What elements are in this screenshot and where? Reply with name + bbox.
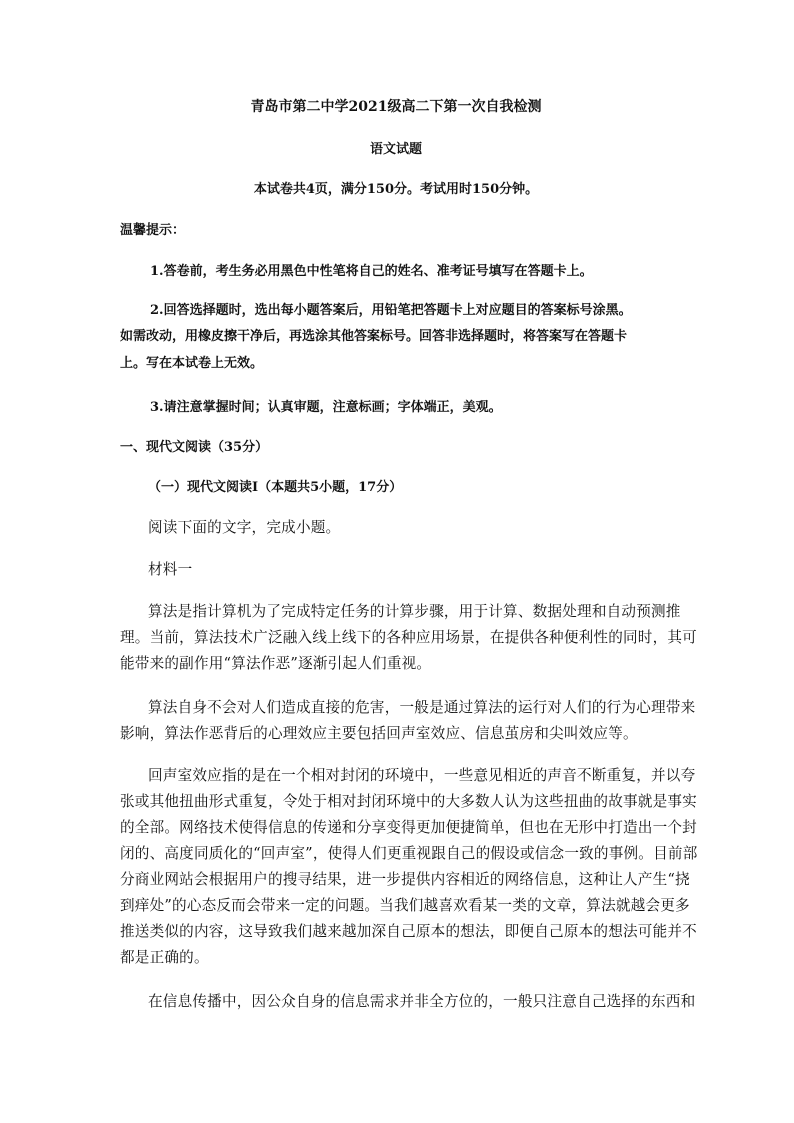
passage-line: 在信息传播中，因公众自身的信息需求并非全方位的，一般只注意自己选择的东西和 — [148, 993, 696, 1010]
notice-item-2-line-1: 2.回答选择题时，选出每小题答案后，用铅笔把答题卡上对应题目的答案标号涂黑。 — [150, 303, 632, 318]
passage-line: 算法是指计算机为了完成特定任务的计算步骤，用于计算、数据处理和自动预测推 — [148, 603, 681, 620]
passage-line: 闭的、高度同质化的“回声室”，使得人们更重视跟自己的假设或信念一致的事例。目前部 — [120, 845, 698, 862]
notice-item-2-line-2: 如需改动，用橡皮擦干净后，再选涂其他答案标号。回答非选择题时，将答案写在答题卡 — [120, 329, 628, 344]
passage-line: 推送类似的内容，这导致我们越来越加深自己原本的想法，即便自己原本的想法可能并不 — [120, 923, 697, 940]
section-heading: 一、现代文阅读（35分） — [120, 440, 269, 455]
passage-line: 的全部。网络技术使得信息的传递和分享变得更加便捷简单，但也在无形中打造出一个封 — [120, 819, 697, 836]
subject-title: 语文试题 — [369, 142, 422, 157]
notice-item-1: 1.答卷前，考生务必用黑色中性笔将自己的姓名、准考证号填写在答题卡上。 — [150, 264, 593, 279]
notice-item-3: 3.请注意掌握时间；认真审题，注意标画；字体端正，美观。 — [150, 400, 502, 415]
subsection-heading: （一）现代文阅读Ⅰ（本题共5小题，17分） — [148, 480, 403, 495]
exam-info: 本试卷共4页，满分150分。考试用时150分钟。 — [253, 182, 539, 197]
passage-line: 到痒处”的心态反而会带来一定的问题。当我们越喜欢看某一类的文章，算法就越会更多 — [120, 897, 690, 914]
passage-line: 能带来的副作用“算法作恶”逐渐引起人们重视。 — [120, 655, 432, 672]
material-label: 材料一 — [148, 561, 193, 578]
notice-heading: 温馨提示： — [120, 223, 186, 238]
passage-line: 影响，算法作恶背后的心理效应主要包括回声室效应、信息茧房和尖叫效应等。 — [120, 725, 638, 742]
exam-title: 青岛市第二中学2021级高二下第一次自我检测 — [250, 99, 542, 115]
passage-line: 理。当前，算法技术广泛融入线上线下的各种应用场景，在提供各种便利性的同时，其可 — [120, 629, 697, 646]
passage-line: 张或其他扭曲形式重复，令处于相对封闭环境中的大多数人认为这些扭曲的故事就是事实 — [120, 793, 697, 810]
instruction-text: 阅读下面的文字，完成小题。 — [148, 519, 341, 536]
passage-line: 都是正确的。 — [120, 949, 209, 966]
passage-line: 分商业网站会根据用户的搜寻结果，进一步提供内容相近的网络信息，这种让人产生“挠 — [120, 871, 690, 888]
passage-line: 回声室效应指的是在一个相对封闭的环境中，一些意见相近的声音不断重复，并以夸 — [148, 767, 696, 784]
notice-item-2-line-3: 上。写在本试卷上无效。 — [120, 356, 264, 371]
passage-line: 算法自身不会对人们造成直接的危害，一般是通过算法的运行对人们的行为心理带来 — [148, 699, 696, 716]
